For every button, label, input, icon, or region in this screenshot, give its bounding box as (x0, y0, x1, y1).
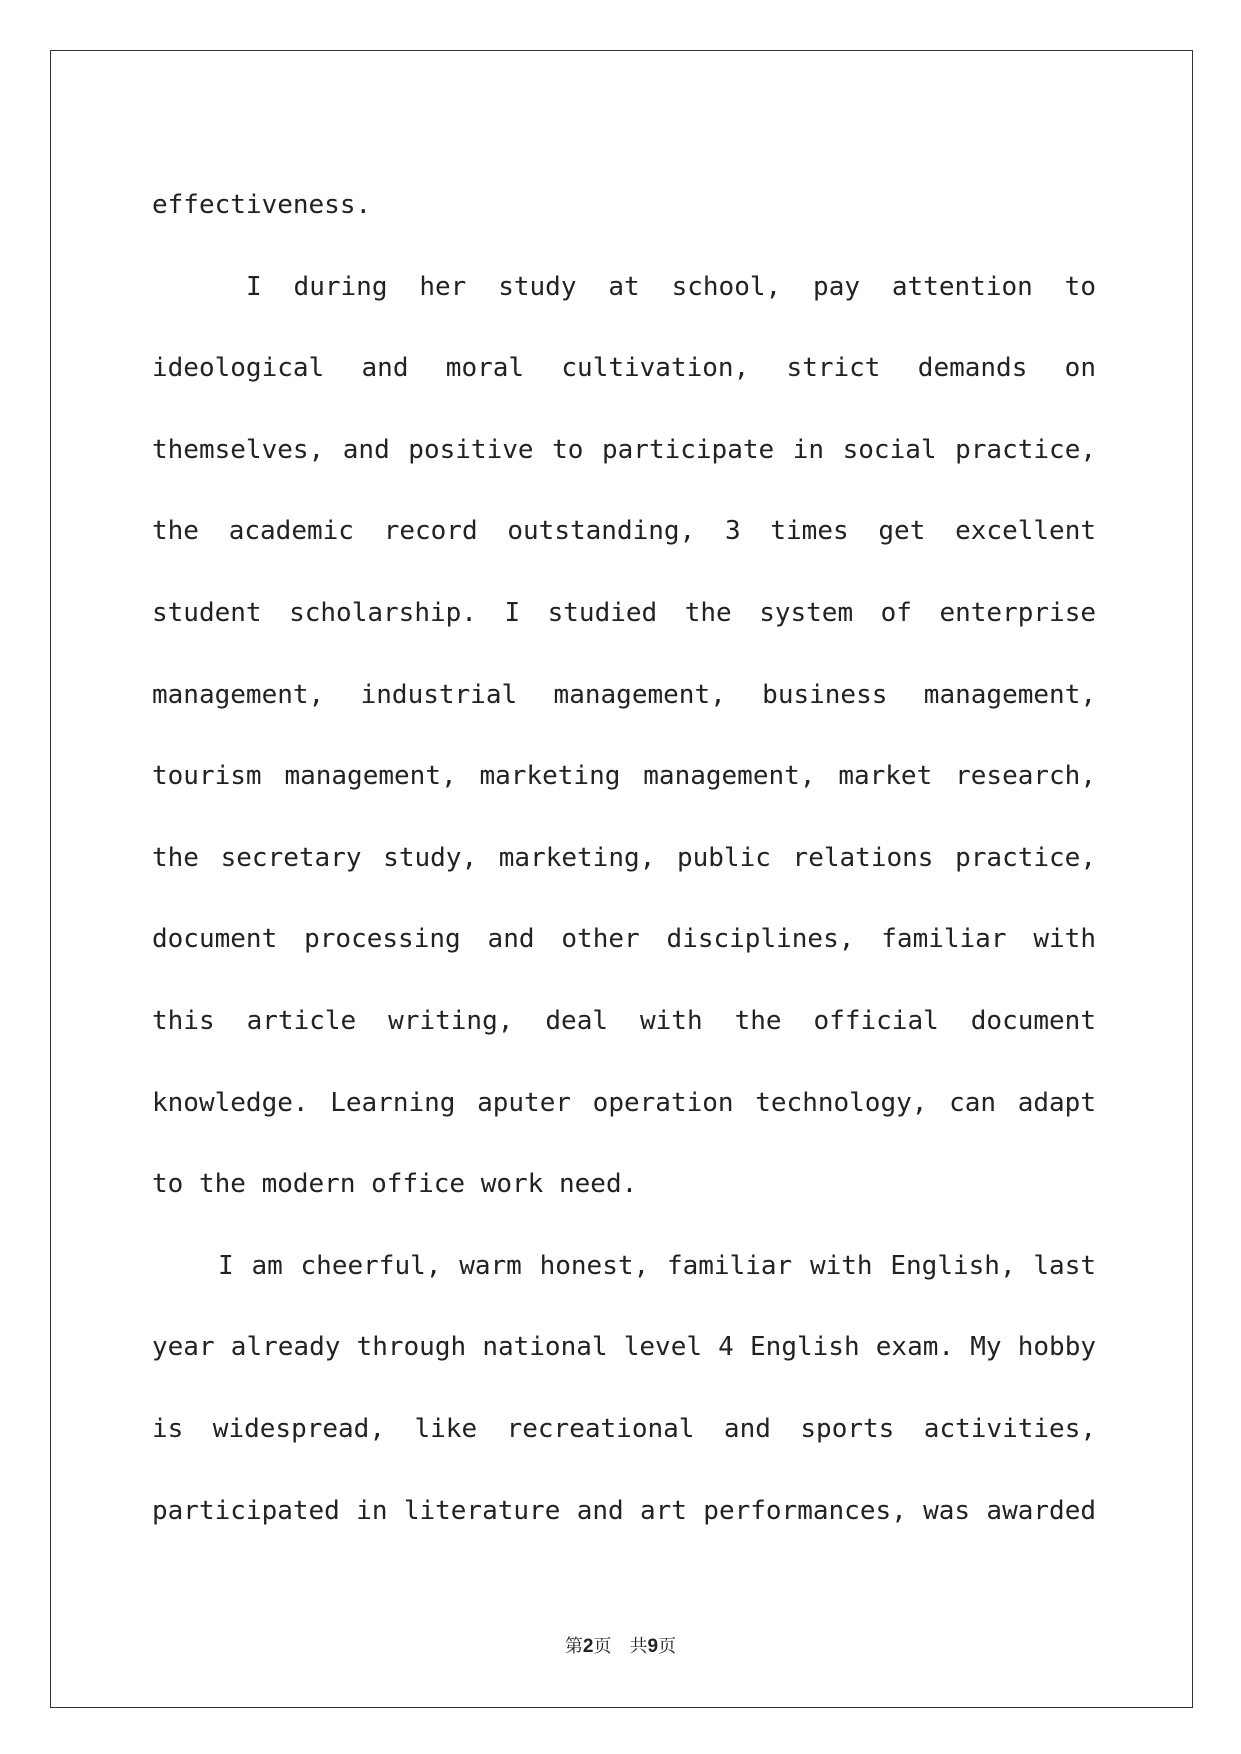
total-unit: 页 (658, 1636, 677, 1657)
page-total: 9 (647, 1636, 659, 1657)
page-unit: 页 (593, 1636, 612, 1657)
text-line: management, industrial management, business management, (152, 679, 1096, 710)
text-line: document processing and other disciplines, familiar with (152, 924, 1096, 955)
text-line: is widespread, like recreational and sports activities, (152, 1413, 1096, 1444)
text-line: knowledge. Learning aputer operation technology, can adapt (152, 1087, 1096, 1118)
text-line: to the modern office work need. (152, 1169, 638, 1200)
page-prefix: 第 (564, 1636, 583, 1657)
text-line: the secretary study, marketing, public relations practice, (152, 842, 1096, 873)
page-current: 2 (582, 1636, 594, 1657)
document-body (152, 165, 1096, 1552)
paragraph-start-line: I during her study at school, pay attention to (246, 271, 1096, 302)
total-prefix: 共 (629, 1636, 648, 1657)
text-line: the academic record outstanding, 3 times get excellent (152, 516, 1096, 547)
text-line: student scholarship. I studied the system of enterprise (152, 597, 1096, 628)
text-line: participated in literature and art performances, was awarded (152, 1495, 1096, 1526)
page-footer (0, 1632, 1241, 1658)
text-line: effectiveness. (152, 190, 372, 220)
text-line: year already through national level 4 English exam. My hobby (152, 1332, 1096, 1363)
text-line: this article writing, deal with the official document (152, 1005, 1096, 1036)
text-line: ideological and moral cultivation, strict demands on (152, 353, 1096, 384)
text-line: tourism management, marketing management, market research, (152, 761, 1096, 792)
text-line: themselves, and positive to participate in social practice, (152, 434, 1096, 465)
paragraph-start-line: I am cheerful, warm honest, familiar with English, last (218, 1250, 1096, 1281)
